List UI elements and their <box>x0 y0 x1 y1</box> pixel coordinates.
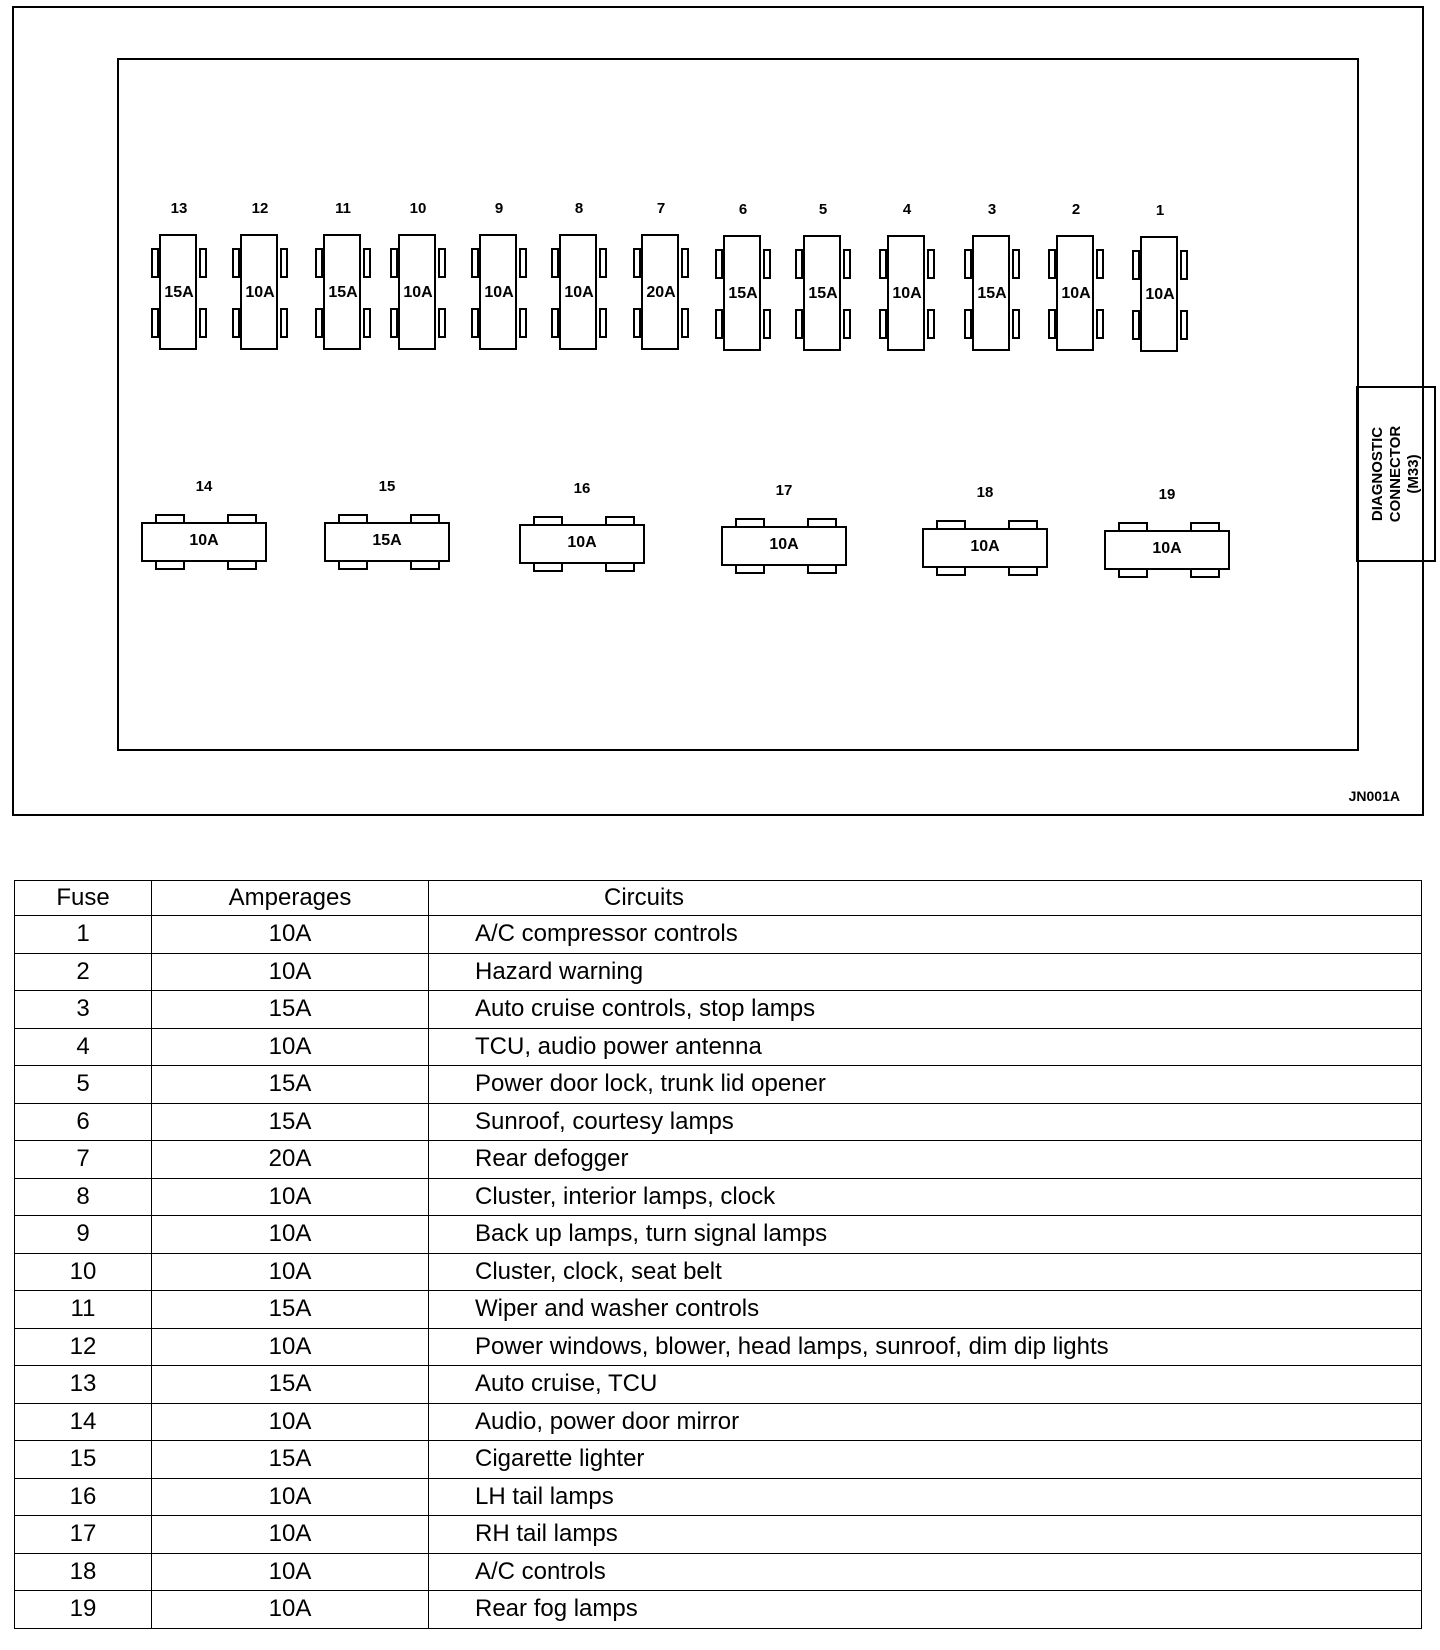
fuse-cell: 10 <box>15 1253 152 1291</box>
fuse-10 <box>390 234 446 352</box>
fuse-terminal <box>363 248 371 278</box>
amperage-cell: 10A <box>152 1028 429 1066</box>
table-row <box>15 1403 1422 1441</box>
circuits-cell: Rear defogger <box>429 1141 1422 1179</box>
fuse-amperage-5: 15A <box>808 285 838 302</box>
fuse-amperage-4: 10A <box>892 285 922 302</box>
circuits-cell: Cigarette lighter <box>429 1441 1422 1479</box>
fuse-amperage-8: 10A <box>564 284 594 301</box>
fuse-box-diagram <box>12 6 1424 816</box>
fuse-2 <box>1048 235 1104 353</box>
fuse-1 <box>1132 236 1188 354</box>
fuse-terminal <box>471 308 479 338</box>
fuse-terminal <box>519 248 527 278</box>
table-row <box>15 1178 1422 1216</box>
fuse-16 <box>519 514 645 578</box>
fuse-5 <box>795 235 851 353</box>
fuse-number-11: 11 <box>335 200 351 217</box>
fuse-terminal <box>681 308 689 338</box>
fuse-amperage-15: 15A <box>372 532 402 549</box>
circuits-cell: Auto cruise, TCU <box>429 1366 1422 1404</box>
fuse-4 <box>879 235 935 353</box>
table-row <box>15 1553 1422 1591</box>
fuse-amperage-9: 10A <box>484 284 514 301</box>
fuse-terminal <box>280 308 288 338</box>
amperage-cell: 10A <box>152 916 429 954</box>
fuse-number-4: 4 <box>902 201 912 218</box>
fuse-amperage-16: 10A <box>567 534 597 551</box>
fuse-cell: 13 <box>15 1366 152 1404</box>
fuse-amperage-7: 20A <box>646 284 676 301</box>
fuse-amperage-10: 10A <box>403 284 433 301</box>
fuse-terminal <box>843 309 851 339</box>
table-row <box>15 1591 1422 1629</box>
fuse-terminal <box>927 249 935 279</box>
fuse-terminal <box>1132 310 1140 340</box>
fuse-terminal <box>599 248 607 278</box>
fuse-number-1: 1 <box>1155 202 1165 219</box>
fuse-number-7: 7 <box>656 200 666 217</box>
fuse-terminal <box>1012 249 1020 279</box>
fuse-number-16: 16 <box>573 480 591 497</box>
fuse-amperage-3: 15A <box>977 285 1007 302</box>
table-row <box>15 953 1422 991</box>
fuse-terminal <box>1132 250 1140 280</box>
amperage-cell: 15A <box>152 1291 429 1329</box>
fuse-cell: 6 <box>15 1103 152 1141</box>
fuse-cell: 2 <box>15 953 152 991</box>
fuse-terminal <box>763 249 771 279</box>
fuse-18 <box>922 518 1048 582</box>
fuse-terminal <box>438 248 446 278</box>
fuse-terminal <box>927 309 935 339</box>
fuse-terminal <box>151 248 159 278</box>
fuse-terminal <box>1180 310 1188 340</box>
fuse-terminal <box>715 309 723 339</box>
fuse-table <box>14 880 1422 1629</box>
fuse-number-8: 8 <box>574 200 584 217</box>
fuse-3 <box>964 235 1020 353</box>
fuse-terminal <box>1048 309 1056 339</box>
circuits-cell: Back up lamps, turn signal lamps <box>429 1216 1422 1254</box>
table-row <box>15 1028 1422 1066</box>
fuse-number-19: 19 <box>1158 486 1176 503</box>
fuse-terminal <box>551 308 559 338</box>
circuits-cell: Hazard warning <box>429 953 1422 991</box>
fuse-terminal <box>1048 249 1056 279</box>
fuse-cell: 16 <box>15 1478 152 1516</box>
circuits-cell: Audio, power door mirror <box>429 1403 1422 1441</box>
amperage-cell: 15A <box>152 1366 429 1404</box>
fuse-cell: 4 <box>15 1028 152 1066</box>
table-row <box>15 1478 1422 1516</box>
table-row <box>15 1291 1422 1329</box>
fuse-terminal <box>964 249 972 279</box>
fuse-terminal <box>843 249 851 279</box>
amperage-cell: 15A <box>152 1066 429 1104</box>
fuse-number-2: 2 <box>1071 201 1081 218</box>
table-row <box>15 1103 1422 1141</box>
amperage-cell: 15A <box>152 1441 429 1479</box>
fuse-14 <box>141 512 267 576</box>
amperage-cell: 15A <box>152 991 429 1029</box>
fuse-amperage-2: 10A <box>1061 285 1091 302</box>
table-row <box>15 1066 1422 1104</box>
fuse-13 <box>151 234 207 352</box>
fuse-terminal <box>1180 250 1188 280</box>
fuse-terminal <box>1096 309 1104 339</box>
fuse-terminal <box>599 308 607 338</box>
table-row <box>15 1366 1422 1404</box>
table-header-row <box>15 881 1422 916</box>
table-row <box>15 1141 1422 1179</box>
circuits-cell: A/C controls <box>429 1553 1422 1591</box>
fuse-panel <box>117 58 1422 751</box>
fuse-terminal <box>151 308 159 338</box>
amperage-cell: 10A <box>152 1591 429 1629</box>
fuse-7 <box>633 234 689 352</box>
header-amperages: Amperages <box>152 881 429 916</box>
fuse-number-3: 3 <box>987 201 997 218</box>
amperage-cell: 10A <box>152 1253 429 1291</box>
fuse-cell: 3 <box>15 991 152 1029</box>
fuse-terminal <box>390 308 398 338</box>
table-row <box>15 1328 1422 1366</box>
fuse-terminal <box>633 248 641 278</box>
fuse-cell: 1 <box>15 916 152 954</box>
fuse-cell: 5 <box>15 1066 152 1104</box>
circuits-cell: TCU, audio power antenna <box>429 1028 1422 1066</box>
fuse-terminal <box>879 249 887 279</box>
fuse-17 <box>721 516 847 580</box>
fuse-number-15: 15 <box>378 478 396 495</box>
fuse-terminal <box>280 248 288 278</box>
fuse-terminal <box>232 308 240 338</box>
circuits-cell: Cluster, interior lamps, clock <box>429 1178 1422 1216</box>
fuse-terminal <box>681 248 689 278</box>
fuse-terminal <box>363 308 371 338</box>
fuse-amperage-12: 10A <box>245 284 275 301</box>
table-row <box>15 991 1422 1029</box>
fuse-amperage-1: 10A <box>1145 286 1175 303</box>
table-row <box>15 1441 1422 1479</box>
fuse-cell: 9 <box>15 1216 152 1254</box>
fuse-cell: 8 <box>15 1178 152 1216</box>
fuse-number-14: 14 <box>195 478 213 495</box>
fuse-cell: 14 <box>15 1403 152 1441</box>
figure-code: JN001A <box>1348 788 1400 804</box>
fuse-terminal <box>879 309 887 339</box>
fuse-number-12: 12 <box>251 200 269 217</box>
table-row <box>15 1516 1422 1554</box>
fuse-cell: 11 <box>15 1291 152 1329</box>
header-fuse: Fuse <box>15 881 152 916</box>
diagnostic-connector-label: DIAGNOSTIC CONNECTOR (M33) <box>1369 425 1422 523</box>
circuits-cell: Power door lock, trunk lid opener <box>429 1066 1422 1104</box>
circuits-cell: A/C compressor controls <box>429 916 1422 954</box>
fuse-amperage-19: 10A <box>1152 540 1182 557</box>
fuse-amperage-11: 15A <box>328 284 358 301</box>
fuse-number-13: 13 <box>170 200 188 217</box>
fuse-number-10: 10 <box>409 200 427 217</box>
amperage-cell: 10A <box>152 1328 429 1366</box>
circuits-cell: Power windows, blower, head lamps, sunroof, dim dip lights <box>429 1328 1422 1366</box>
fuse-amperage-18: 10A <box>970 538 1000 555</box>
table-row <box>15 1253 1422 1291</box>
fuse-terminal <box>633 308 641 338</box>
circuits-cell: Wiper and washer controls <box>429 1291 1422 1329</box>
circuits-cell: Auto cruise controls, stop lamps <box>429 991 1422 1029</box>
amperage-cell: 10A <box>152 1516 429 1554</box>
amperage-cell: 20A <box>152 1141 429 1179</box>
fuse-amperage-14: 10A <box>189 532 219 549</box>
amperage-cell: 10A <box>152 1403 429 1441</box>
amperage-cell: 10A <box>152 1178 429 1216</box>
fuse-terminal <box>763 309 771 339</box>
fuse-terminal <box>551 248 559 278</box>
fuse-terminal <box>390 248 398 278</box>
circuits-cell: Cluster, clock, seat belt <box>429 1253 1422 1291</box>
circuits-cell: Rear fog lamps <box>429 1591 1422 1629</box>
fuse-terminal <box>1012 309 1020 339</box>
fuse-terminal <box>715 249 723 279</box>
fuse-terminal <box>438 308 446 338</box>
fuse-terminal <box>315 308 323 338</box>
fuse-cell: 15 <box>15 1441 152 1479</box>
fuse-terminal <box>1096 249 1104 279</box>
fuse-12 <box>232 234 288 352</box>
fuse-terminal <box>232 248 240 278</box>
header-circuits: Circuits <box>429 881 1422 916</box>
fuse-terminal <box>795 309 803 339</box>
fuse-number-18: 18 <box>976 484 994 501</box>
amperage-cell: 10A <box>152 1553 429 1591</box>
fuse-8 <box>551 234 607 352</box>
fuse-cell: 12 <box>15 1328 152 1366</box>
fuse-terminal <box>795 249 803 279</box>
table-row <box>15 1216 1422 1254</box>
fuse-terminal <box>315 248 323 278</box>
fuse-cell: 19 <box>15 1591 152 1629</box>
fuse-terminal <box>519 308 527 338</box>
amperage-cell: 15A <box>152 1103 429 1141</box>
fuse-9 <box>471 234 527 352</box>
fuse-15 <box>324 512 450 576</box>
fuse-19 <box>1104 520 1230 584</box>
fuse-cell: 17 <box>15 1516 152 1554</box>
fuse-number-9: 9 <box>494 200 504 217</box>
fuse-terminal <box>199 248 207 278</box>
fuse-terminal <box>964 309 972 339</box>
fuse-amperage-6: 15A <box>728 285 758 302</box>
fuse-cell: 18 <box>15 1553 152 1591</box>
fuse-number-5: 5 <box>818 201 828 218</box>
fuse-terminal <box>471 248 479 278</box>
circuits-cell: RH tail lamps <box>429 1516 1422 1554</box>
table-row <box>15 916 1422 954</box>
fuse-number-6: 6 <box>738 201 748 218</box>
fuse-amperage-17: 10A <box>769 536 799 553</box>
fuse-11 <box>315 234 371 352</box>
amperage-cell: 10A <box>152 1478 429 1516</box>
circuits-cell: Sunroof, courtesy lamps <box>429 1103 1422 1141</box>
fuse-terminal <box>199 308 207 338</box>
fuse-amperage-13: 15A <box>164 284 194 301</box>
amperage-cell: 10A <box>152 1216 429 1254</box>
diagnostic-connector <box>1356 386 1436 562</box>
fuse-number-17: 17 <box>775 482 793 499</box>
fuse-cell: 7 <box>15 1141 152 1179</box>
amperage-cell: 10A <box>152 953 429 991</box>
fuse-6 <box>715 235 771 353</box>
circuits-cell: LH tail lamps <box>429 1478 1422 1516</box>
